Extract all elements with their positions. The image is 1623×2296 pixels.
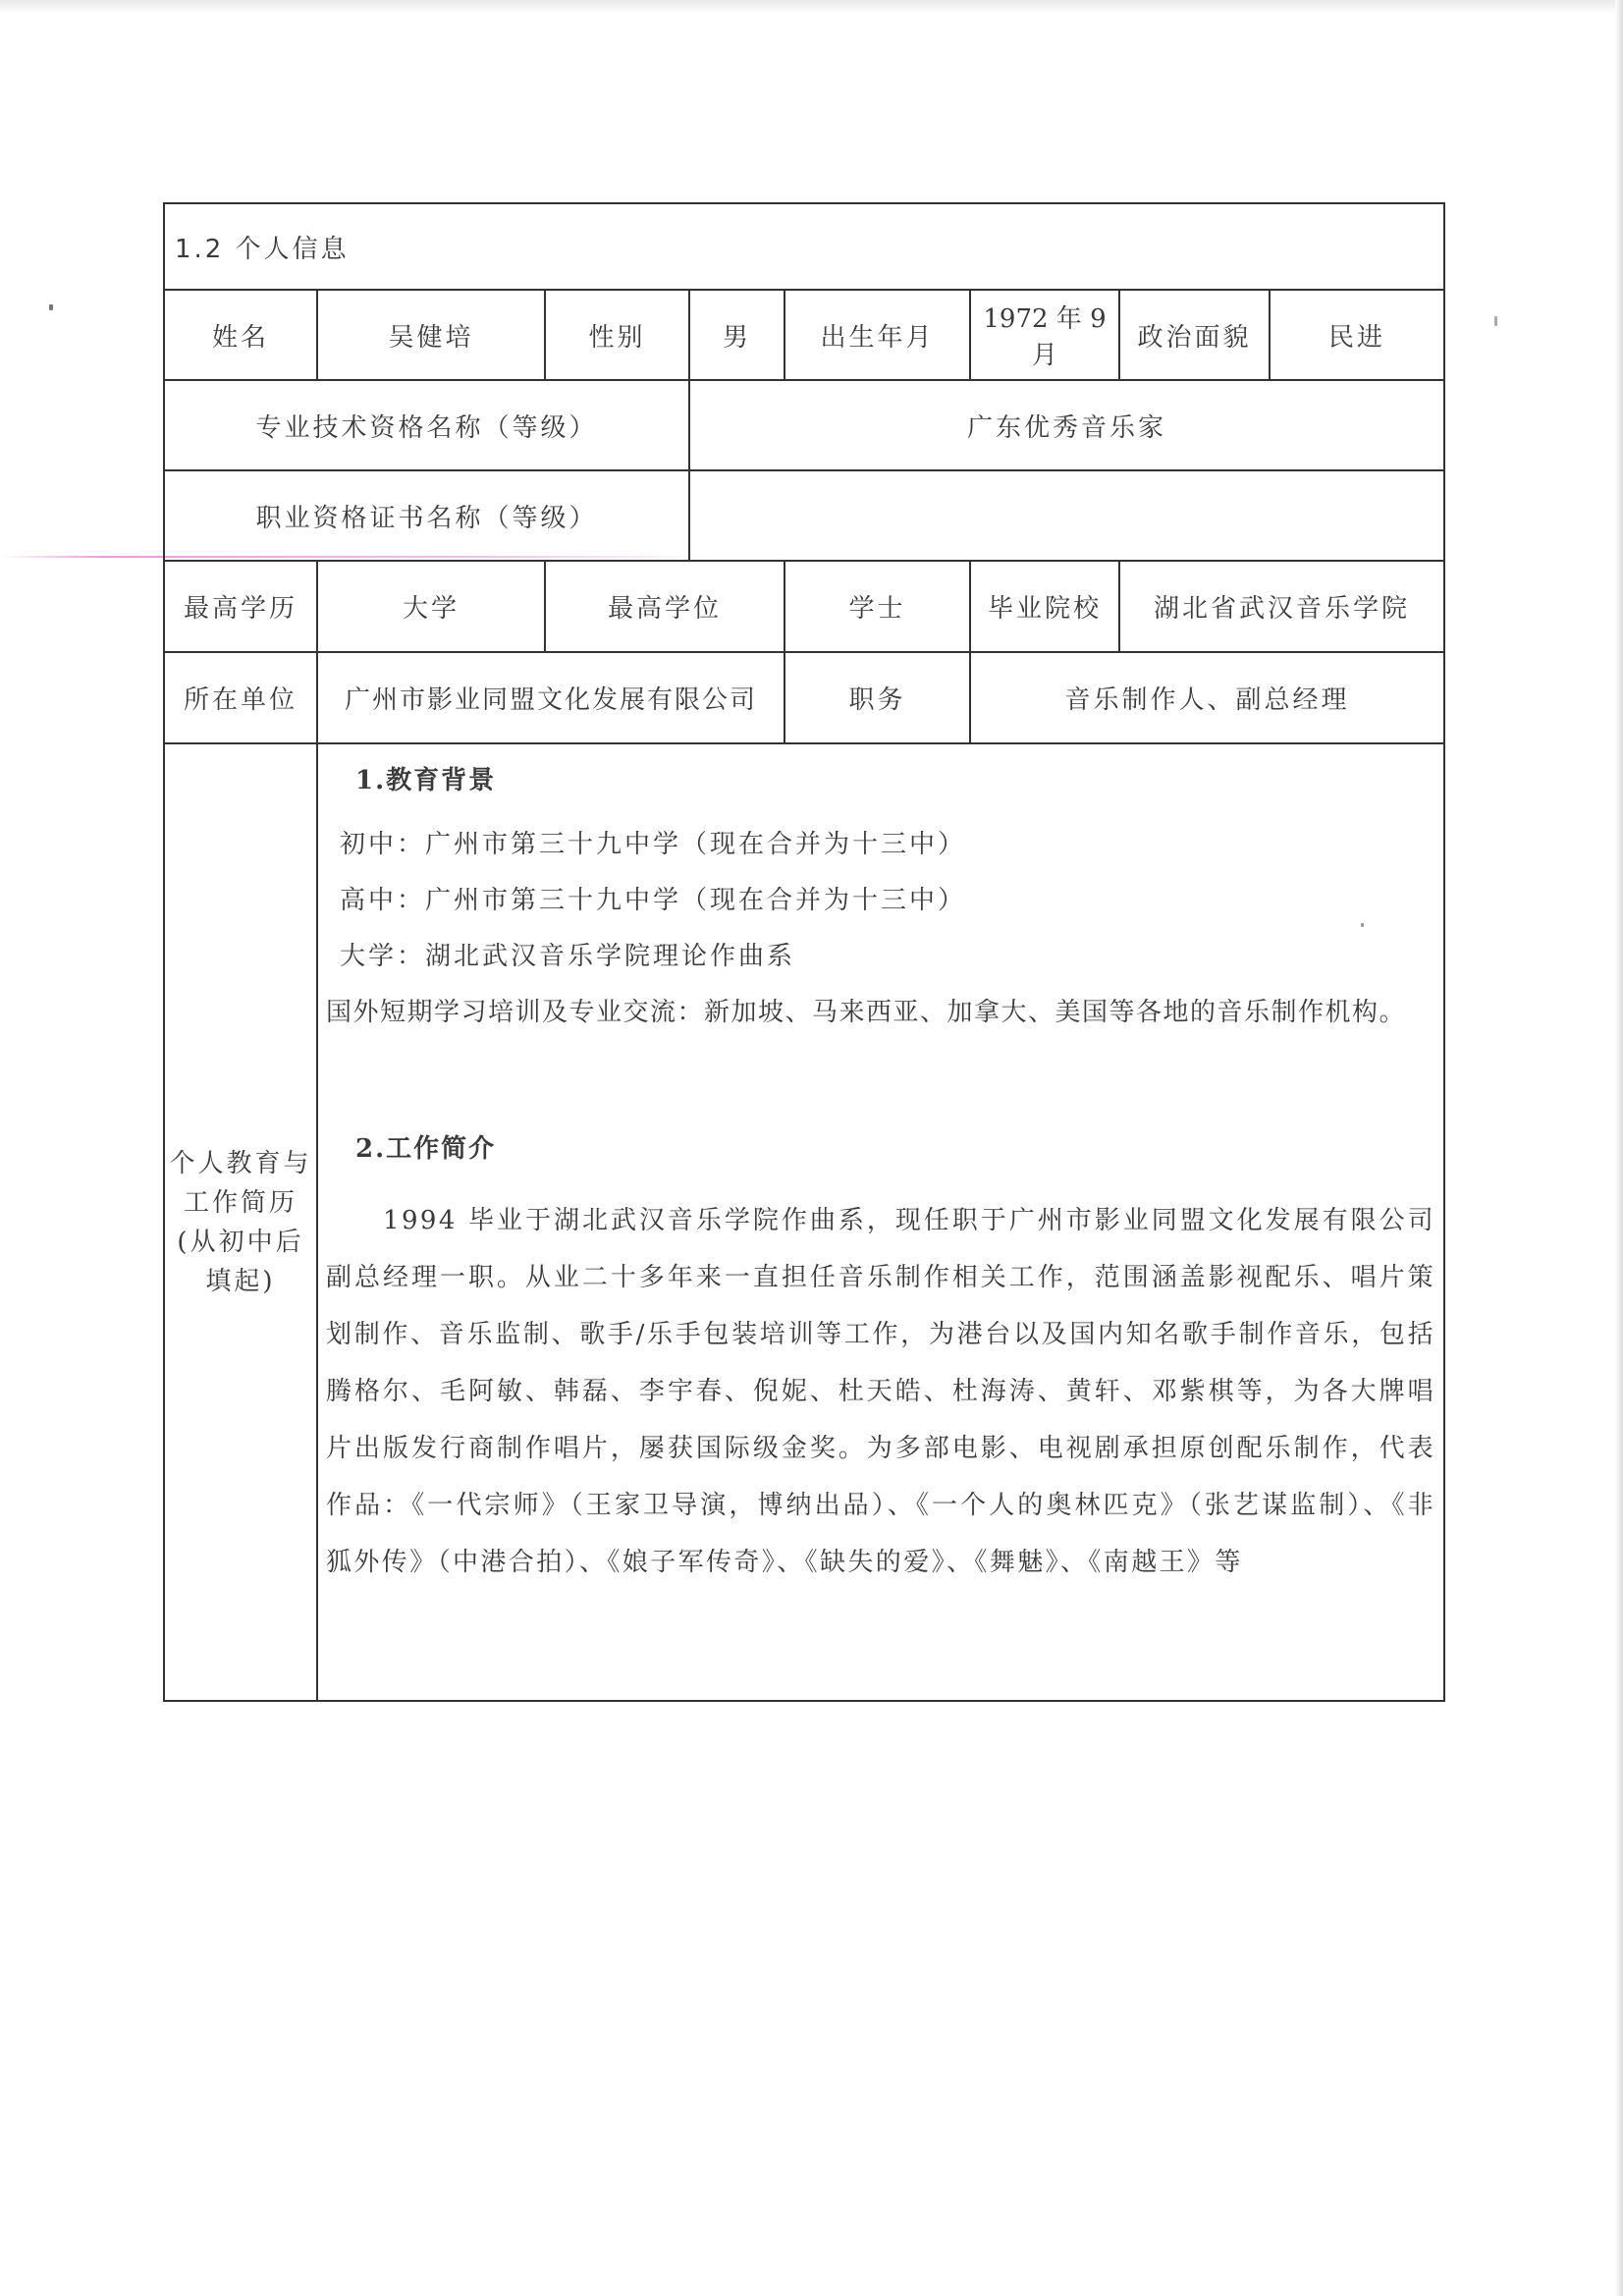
tech-qual-value: 广东优秀音乐家 (689, 380, 1444, 470)
birth-value: 1972 年 9 月 (970, 290, 1119, 380)
edu-abroad: 国外短期学习培训及专业交流：新加坡、马来西亚、加拿大、美国等各地的音乐制作机构。 (326, 998, 1407, 1027)
history-content (317, 743, 1444, 1701)
post-label: 职务 (784, 652, 970, 743)
school-label: 毕业院校 (970, 561, 1119, 652)
work-heading: 2.工作简介 (355, 1134, 497, 1164)
education-heading: 1.教育背景 (355, 766, 497, 795)
cert-value (689, 470, 1444, 561)
unit-label: 所在单位 (164, 652, 317, 743)
history-label-line: (从初中后 (177, 1227, 304, 1257)
birth-label: 出生年月 (784, 290, 970, 380)
work-paragraph (326, 1192, 1435, 1591)
history-label-line: 工作简历 (183, 1187, 298, 1218)
education-value: 大学 (317, 561, 545, 652)
cert-label: 职业资格证书名称（等级） (164, 470, 689, 561)
education-label: 最高学历 (164, 561, 317, 652)
edu-item-senior: 高中：广州市第三十九中学（现在合并为十三中） (340, 886, 967, 915)
edu-item-university: 大学：湖北武汉音乐学院理论作曲系 (340, 942, 796, 971)
degree-label: 最高学位 (545, 561, 784, 652)
political-label: 政治面貌 (1119, 290, 1270, 380)
edu-item-junior: 初中：广州市第三十九中学（现在合并为十三中） (340, 830, 967, 859)
scan-top-edge (0, 0, 1623, 14)
political-value: 民进 (1270, 290, 1444, 380)
personal-info-table (163, 202, 1445, 1702)
school-value: 湖北省武汉音乐学院 (1119, 561, 1444, 652)
degree-value: 学士 (784, 561, 970, 652)
scan-right-edge (1615, 0, 1623, 2296)
unit-value: 广州市影业同盟文化发展有限公司 (317, 652, 784, 743)
gender-label: 性别 (545, 290, 689, 380)
history-label-line: 填起) (205, 1266, 276, 1296)
scan-speck (1494, 316, 1497, 326)
scan-speck (49, 304, 53, 310)
section-title: 1.2 个人信息 (164, 203, 1444, 290)
tech-qual-label: 专业技术资格名称（等级） (164, 380, 689, 470)
work-text: 1994 毕业于湖北武汉音乐学院作曲系，现任职于广州市影业同盟文化发展有限公司副总经理一职。从业二十多年来一直担任音乐制作相关工作，范围涵盖影视配乐、唱片策划制作、音乐监制、歌手/乐手包装培训等工作，为港台以及国内知名歌手制作音乐，包括腾格尔、毛阿敏、韩磊、李宇春、倪妮、杜天皓、杜海涛、黄轩、邓紫棋等，为各大牌唱片出版发行商制作唱片，屡获国际级金奖。为多部电影、电视剧承担原创配乐制作，代表作品：《一代宗师》（王家卫导演，博纳出品）、《一个人的奥林匹克》（张艺谋监制）、《非狐外传》（中港合拍）、《娘子军传奇》、《缺失的爱》、《舞魅》、《南越王》等 (326, 1206, 1435, 1577)
gender-value: 男 (689, 290, 784, 380)
name-value: 吴健培 (317, 290, 545, 380)
name-label: 姓名 (164, 290, 317, 380)
history-label (164, 743, 317, 1701)
history-label-line: 个人教育与 (169, 1148, 312, 1178)
post-value: 音乐制作人、副总经理 (970, 652, 1444, 743)
